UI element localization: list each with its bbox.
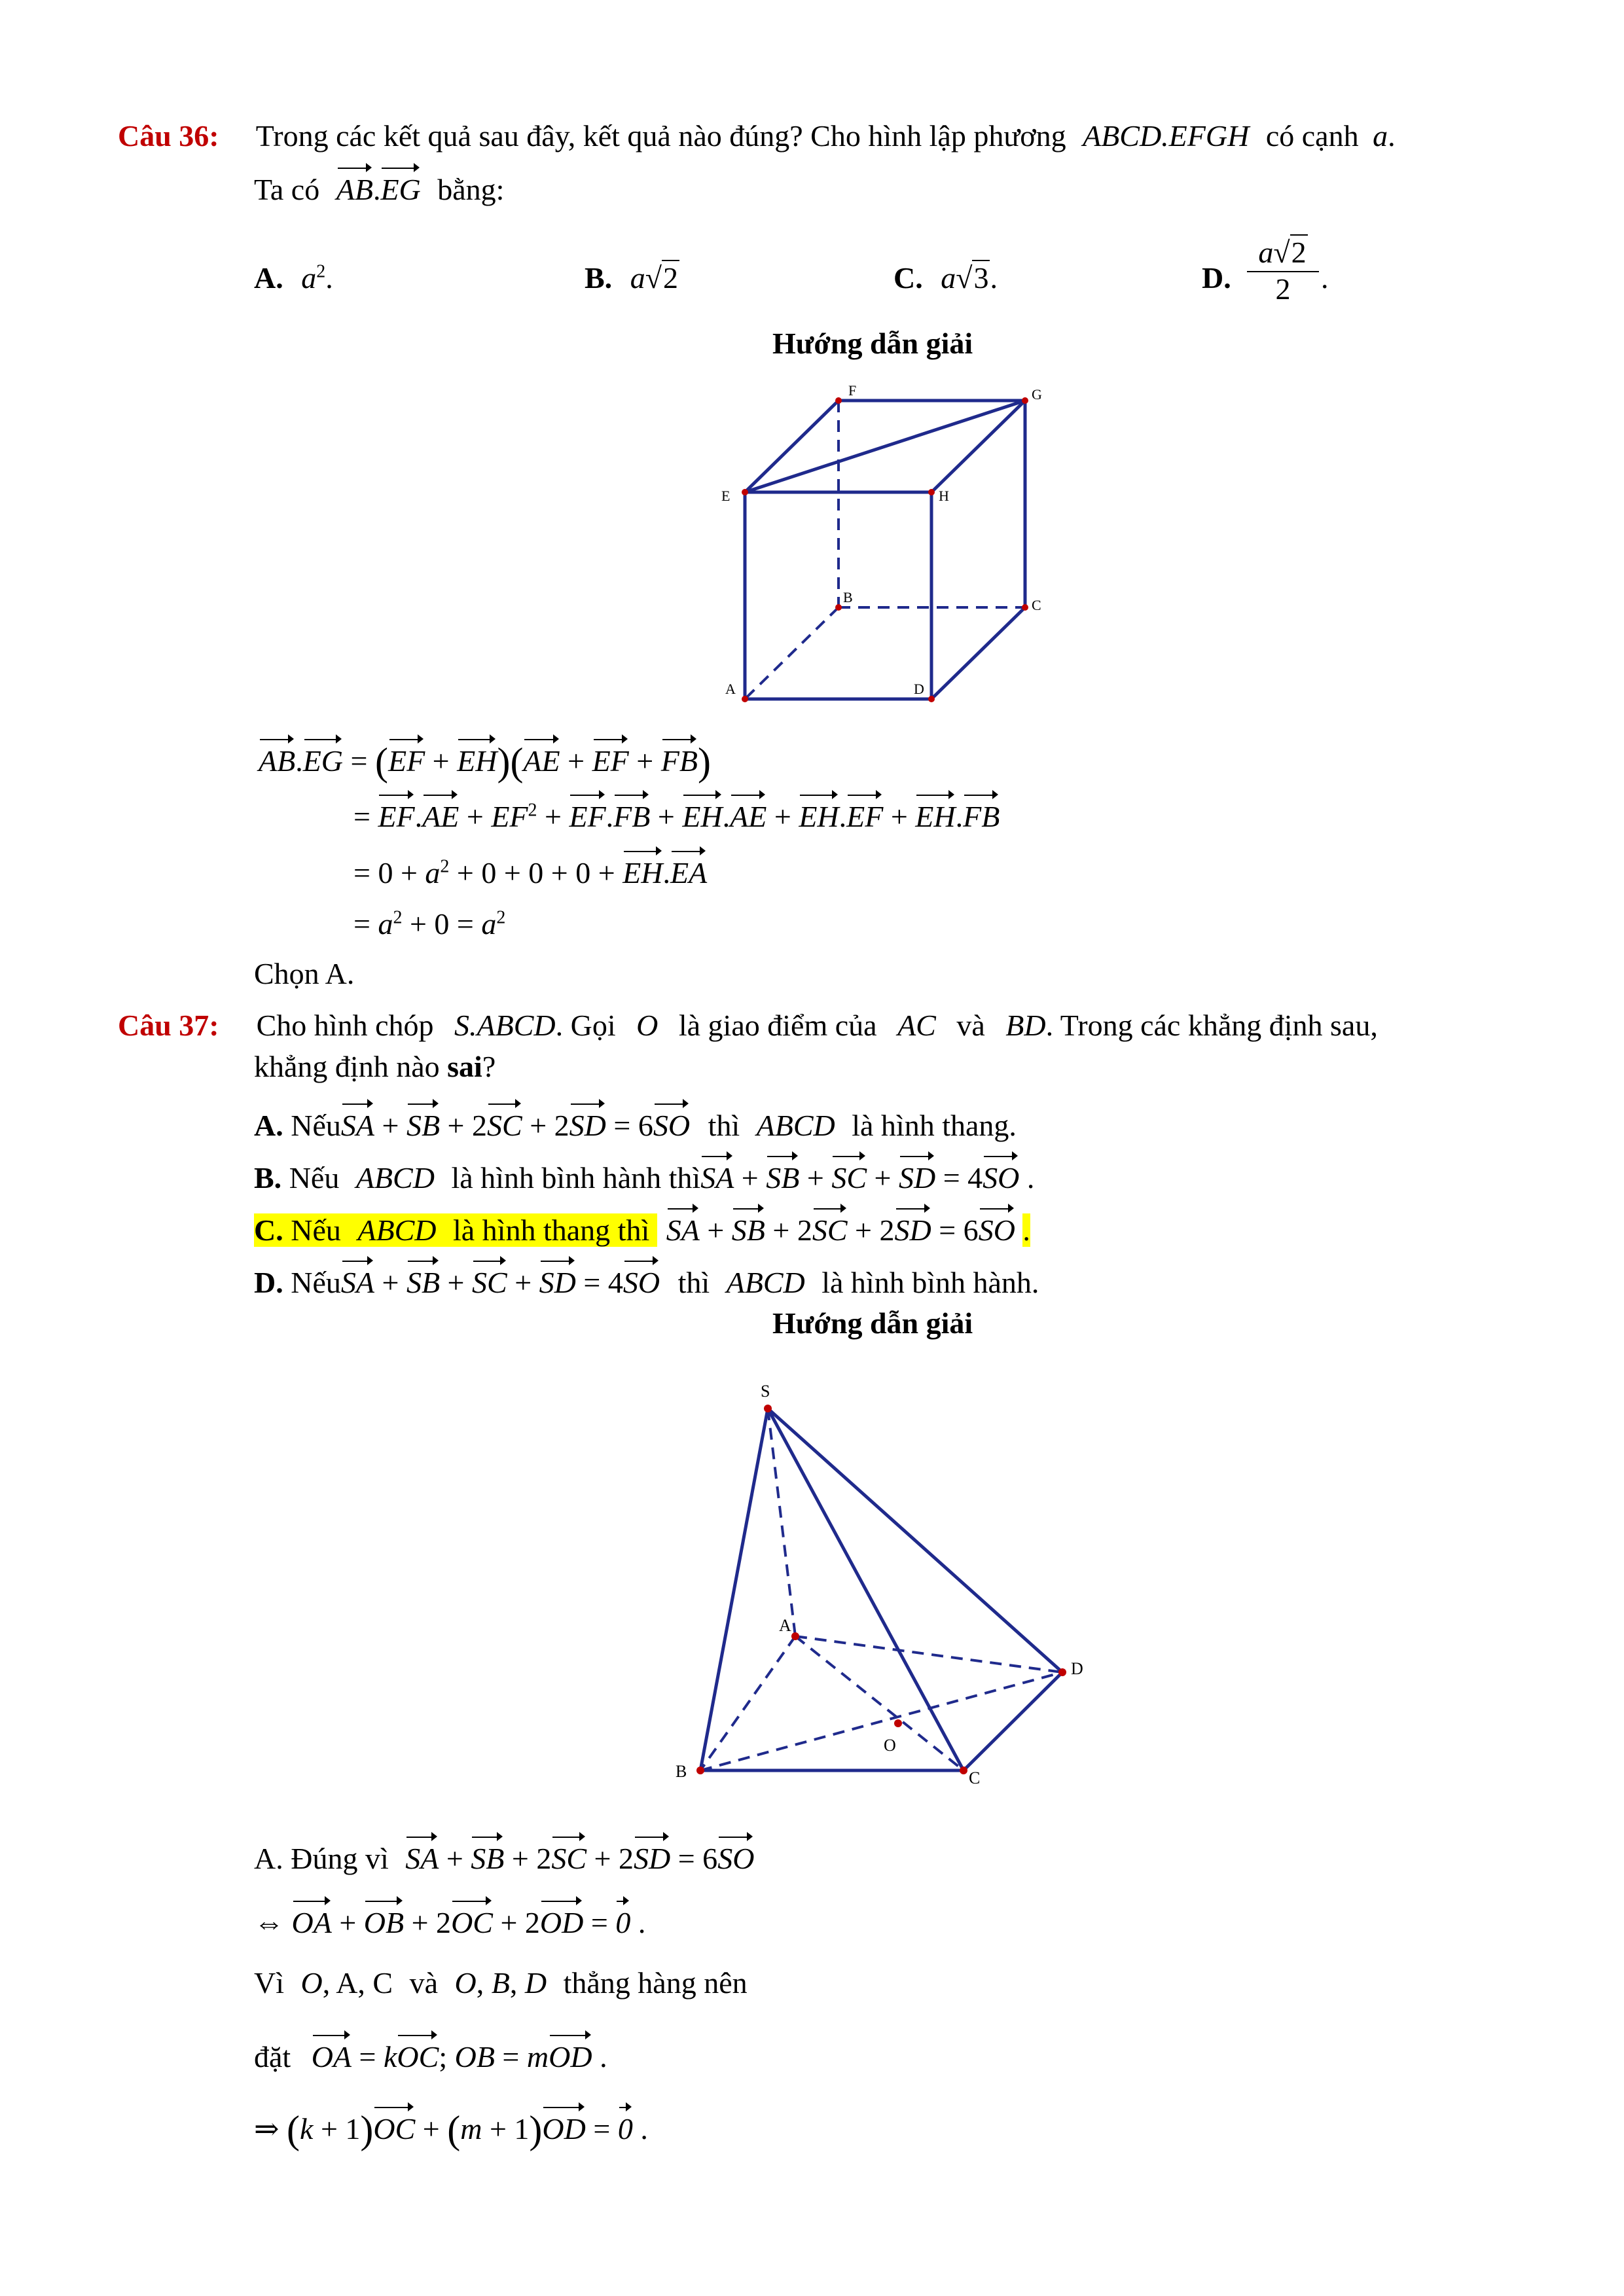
q36-line1: Câu 36: Trong các kết quả sau đây, kết quả nào đúng? Cho hình lập phương ABCD.EFGH có cạnh a. xyxy=(118,119,1396,152)
q36-label: Câu 36: xyxy=(118,119,219,152)
q37-opt-b-mid: là hình bình hành thì xyxy=(451,1161,701,1194)
q36-option-c[interactable]: C. a√3. xyxy=(893,261,998,295)
q37-sol-line1: A. Đúng vì SA + SB + 2SC + 2SD = 6SO xyxy=(254,1834,754,1878)
cube-diagonal-eg xyxy=(745,401,1025,492)
q36-option-d[interactable] xyxy=(1202,259,1231,298)
q37-opt-a-thi: thì xyxy=(708,1109,740,1142)
q37-option-c[interactable]: C. Nếu ABCD là hình thang thì SA + SB + 2SC + 2SD = 6SO . xyxy=(254,1206,1030,1250)
q37-text-b: . Gọi xyxy=(555,1009,616,1042)
q36-text: Trong các kết quả sau đây, kết quả nào đúng? Cho hình lập phương xyxy=(255,119,1066,152)
q36-opt-a-label: A. xyxy=(254,261,283,295)
pyr-label-o: O xyxy=(884,1736,896,1755)
pyr-hidden-ab xyxy=(700,1636,795,1770)
q37-option-b[interactable]: B. Nếu ABCD là hình bình hành thìSA + SB + SC + SD = 4SO . xyxy=(254,1153,1034,1198)
q36-vec-ab: AB xyxy=(336,165,373,209)
q36-opt-d-fraction: a√2 2 xyxy=(1247,236,1319,306)
q37-opt-d-neu: Nếu xyxy=(291,1266,341,1299)
pyr-label-c: C xyxy=(969,1768,981,1787)
q36-choose: Chọn A. xyxy=(254,957,355,990)
q37-sol-line2: ⇔ OA + OB + 2OC + 2OD = 0 . xyxy=(254,1898,645,1943)
pyr-label-d: D xyxy=(1071,1659,1083,1678)
pyr-edge-sb xyxy=(700,1408,768,1770)
q37-opt-b-abcd: ABCD xyxy=(355,1161,435,1194)
q37-opt-b-label: B. xyxy=(254,1161,282,1194)
cube-label-e: E xyxy=(721,488,731,504)
q37-line1 xyxy=(118,1006,1378,1045)
q37-opt-d-label: D. xyxy=(254,1266,283,1299)
cube-label-a: A xyxy=(725,681,736,697)
q36-option-a[interactable]: A. $a^2$. xyxy=(254,261,333,295)
q37-opt-d-abcd: ABCD xyxy=(726,1266,805,1299)
pyr-hidden-sa xyxy=(768,1408,795,1636)
q37-va: và xyxy=(956,1009,985,1042)
q37-text-a: Cho hình chóp xyxy=(256,1009,434,1042)
pyr-edge-sc xyxy=(768,1408,964,1770)
q37-option-a[interactable]: A. NếuSA + SB + 2SC + 2SD = 6SO thì ABCD là hình thang. xyxy=(254,1101,1017,1145)
q37-opt-a-tail: là hình thang. xyxy=(852,1109,1017,1142)
cube-label-h: H xyxy=(939,488,949,504)
q36-opt-c-label: C. xyxy=(893,261,923,295)
cube-label-f: F xyxy=(848,382,857,399)
q37-sol-line5: ⇒ (k + 1)OC + (m + 1)OD = 0 . xyxy=(254,2104,648,2149)
q37-pyramid: S.ABCD xyxy=(454,1009,556,1042)
q36-guide-title: Hướng dẫn giải xyxy=(772,327,973,360)
q36-text-tail: có cạnh xyxy=(1265,119,1359,152)
q37-qmark: ? xyxy=(482,1050,496,1083)
q37-opt-b-neu: Nếu xyxy=(289,1161,340,1194)
q37-text-c: là giao điểm của xyxy=(678,1009,877,1042)
cube-figure xyxy=(707,373,1074,720)
q37-opt-a-label: A. xyxy=(254,1109,283,1142)
q37-option-d[interactable]: D. NếuSA + SB + SC + SD = 4SO thì ABCD là hình bình hành. xyxy=(254,1258,1039,1302)
pyr-edge-sd xyxy=(768,1408,1062,1672)
q37-point-o: O xyxy=(636,1009,659,1042)
q36-opt-d-label: D. xyxy=(1202,261,1231,295)
q36-line2: Ta có AB.EG bằng: xyxy=(254,165,504,209)
q37-opt-d-thi: thì xyxy=(677,1266,710,1299)
q37-opt-d-tail: là hình bình hành. xyxy=(821,1266,1039,1299)
q36-ta-co: Ta có xyxy=(254,173,320,206)
cube-edge-dc xyxy=(931,607,1025,699)
q37-opt-c-abcd: ABCD xyxy=(357,1213,437,1247)
q36-derivation-4: = $a^2 + 0 = a^2$ xyxy=(353,907,506,941)
q37-opt-a-abcd: ABCD xyxy=(756,1109,835,1142)
q37-sol-va: và xyxy=(409,1966,439,2000)
q36-derivation-2: = $EF.AE + EF^2 + EF.FB + EH.AE + EH.EF + EH.FB$ xyxy=(353,792,1000,836)
q36-bang: bằng: xyxy=(437,173,505,206)
cube-label-c: C xyxy=(1032,597,1041,613)
q37-opt-c-neu: Nếu xyxy=(291,1213,341,1247)
q37-sol-dat: đặt xyxy=(254,2040,291,2073)
q36-edge: a xyxy=(1373,119,1388,152)
q37-sol-thang-hang: thẳng hàng nên xyxy=(563,1966,748,2000)
q36-derivation-3: = $0 + a^2 + 0 + 0 + 0 + EH.EA$ xyxy=(353,848,707,893)
q37-sol-a-text: A. Đúng vì xyxy=(254,1842,389,1875)
q37-sai: sai xyxy=(447,1050,482,1083)
q37-text-d: . Trong các khẳng định sau, xyxy=(1045,1009,1378,1042)
q37-guide-title: Hướng dẫn giải xyxy=(772,1306,973,1340)
pyr-label-a: A xyxy=(779,1616,791,1635)
q37-line2 xyxy=(254,1047,496,1086)
pyramid-figure xyxy=(655,1374,1126,1806)
q36-derivation-1: AB.EG = (EF + EH)(AE + EF + FB) xyxy=(259,736,711,781)
q37-ac: AC xyxy=(897,1009,936,1042)
q37-opt-c-label: C. xyxy=(254,1213,283,1247)
pyr-label-s: S xyxy=(761,1382,770,1401)
q37-sol-vi: Vì xyxy=(254,1966,284,2000)
q36-opt-b-label: B. xyxy=(585,261,613,295)
q37-label: Câu 37: xyxy=(118,1009,219,1042)
q37-sol-line3: Vì O, A, C và O, B, D thẳng hàng nên xyxy=(254,1966,748,2000)
q37-opt-c-mid: là hình thang thì xyxy=(452,1213,650,1247)
q36-vec-eg: EG xyxy=(380,165,420,209)
q36-cube-name: ABCD.EFGH xyxy=(1083,119,1250,152)
q37-opt-a-neu: Nếu xyxy=(291,1109,341,1142)
q37-text-line2: khẳng định nào xyxy=(254,1050,440,1083)
q37-sol-line4: đặt OA = kOC; OB = mOD . xyxy=(254,2032,607,2077)
pyr-label-b: B xyxy=(676,1762,687,1781)
cube-label-b: B xyxy=(843,589,853,605)
q36-option-b[interactable]: B. a√2 xyxy=(585,261,678,295)
cube-label-d: D xyxy=(914,681,924,697)
cube-label-g: G xyxy=(1032,386,1042,403)
pyr-hidden-bd xyxy=(700,1672,1062,1770)
q37-bd: BD xyxy=(1005,1009,1046,1042)
cube-hidden-ba xyxy=(745,607,839,699)
